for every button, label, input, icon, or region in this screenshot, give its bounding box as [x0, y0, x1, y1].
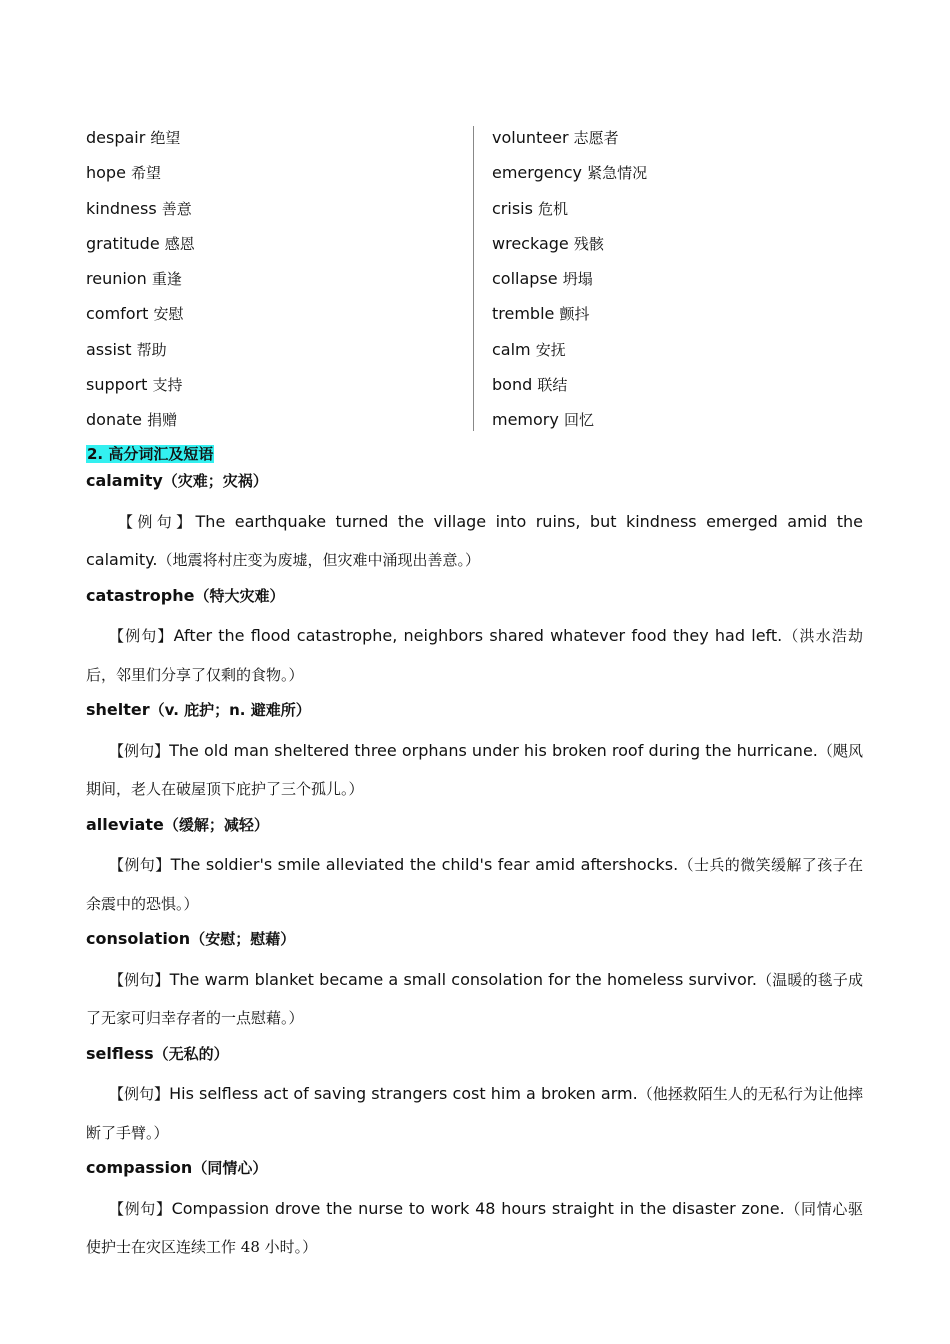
example-tag: 【例句】 [109, 856, 171, 874]
entry-word: compassion [86, 1158, 193, 1177]
entry-example [86, 617, 863, 694]
vocab-en: memory [492, 410, 559, 430]
vocab-en: reunion [86, 269, 147, 289]
vocab-item [86, 195, 466, 230]
example-english: Compassion drove the nurse to work 48 hours straight in the disaster zone. [171, 1198, 785, 1218]
example-english: His selfless act of saving strangers cost him a broken arm. [169, 1084, 638, 1103]
example-chinese: （洪水浩劫后，邻里们分享了仅剩的食物。） [86, 627, 863, 684]
example-english: The warm blanket became a small consolation for the homeless survivor. [169, 969, 757, 989]
vocab-item [86, 406, 466, 441]
vocab-zh: 善意 [161, 199, 192, 218]
entry-term [86, 467, 863, 503]
vocab-item [86, 230, 466, 265]
vocab-entry-catastrophe [86, 582, 863, 695]
vocabulary-table [86, 124, 863, 433]
example-tag: 【例句】 [109, 741, 170, 760]
example-tag: 【例句】 [118, 512, 196, 531]
entry-term [86, 1040, 863, 1076]
entry-word: catastrophe [86, 585, 195, 605]
entry-word: calamity [86, 471, 163, 490]
entry-example [86, 1190, 863, 1267]
vocab-zh: 志愿者 [573, 129, 619, 147]
vocab-zh: 安抚 [535, 340, 566, 359]
vocab-zh: 残骸 [573, 234, 604, 253]
section-heading-text: 2. 高分词汇及短语 [87, 445, 214, 463]
entry-term [86, 696, 863, 732]
vocab-en: crisis [492, 198, 533, 218]
vocab-entry-compassion [86, 1154, 863, 1267]
example-english: After the flood catastrophe, neighbors shared whatever food they had left. [173, 626, 783, 645]
entry-word: alleviate [86, 814, 164, 834]
entry-word: consolation [86, 929, 191, 948]
vocab-en: bond [492, 375, 533, 395]
vocab-en: wreckage [492, 233, 569, 253]
vocab-zh: 支持 [152, 376, 183, 395]
example-english: The old man sheltered three orphans under his broken roof during the hurricane. [169, 740, 818, 760]
example-tag: 【例句】 [109, 1199, 172, 1218]
entry-term [86, 811, 863, 847]
vocab-zh: 希望 [131, 164, 162, 183]
entry-meaning: （特大灾难） [194, 586, 285, 605]
vocab-item [492, 336, 863, 371]
vocab-item [492, 371, 863, 406]
entry-meaning: （灾难；灾祸） [162, 472, 268, 490]
vocab-zh: 感恩 [164, 234, 195, 253]
vocab-item [492, 406, 863, 441]
entry-meaning: （缓解；减轻） [163, 815, 269, 834]
vocab-en: volunteer [492, 128, 569, 147]
entry-word: shelter [86, 700, 150, 719]
vocab-zh: 紧急情况 [587, 164, 648, 183]
entry-term [86, 582, 863, 618]
vocab-entry-selfless [86, 1040, 863, 1153]
vocab-item [86, 300, 466, 335]
entry-example [86, 732, 863, 809]
vocab-item [492, 265, 863, 300]
vocab-en: hope [86, 163, 126, 183]
vocab-item [86, 124, 466, 159]
vocab-item [86, 371, 466, 406]
column-divider [473, 126, 474, 431]
vocab-en: donate [86, 410, 143, 430]
vocab-zh: 捐赠 [147, 411, 178, 430]
entry-meaning: （v. 庇护；n. 避难所） [149, 701, 311, 719]
vocab-zh: 绝望 [150, 129, 181, 147]
entry-example [86, 961, 863, 1038]
example-chinese: （他拯救陌生人的无私行为让他摔断了手臂。） [86, 1085, 863, 1142]
vocab-zh: 帮助 [136, 340, 167, 359]
entry-example [86, 846, 863, 923]
entry-term [86, 1154, 863, 1190]
example-chinese: （飓风期间，老人在破屋顶下庇护了三个孤儿。） [86, 741, 863, 798]
vocab-item [492, 195, 863, 230]
entry-meaning: （同情心） [192, 1159, 268, 1177]
example-chinese: （地震将村庄变为废墟，但灾难中涌现出善意。） [157, 551, 480, 569]
vocab-entry-consolation [86, 925, 863, 1038]
vocab-zh: 危机 [538, 199, 569, 218]
vocab-entry-alleviate [86, 811, 863, 924]
example-chinese: （士兵的微笑缓解了孩子在余震中的恐惧。） [86, 856, 863, 913]
vocab-zh: 重逢 [151, 270, 182, 289]
section-heading [86, 441, 863, 467]
vocab-item [86, 159, 466, 194]
vocab-en: collapse [492, 269, 558, 289]
vocab-en: tremble [492, 304, 555, 324]
entry-meaning: （无私的） [153, 1044, 229, 1063]
entry-example [86, 503, 863, 580]
vocab-item [86, 336, 466, 371]
vocab-en: calm [492, 339, 531, 359]
vocab-item [492, 300, 863, 335]
example-tag: 【例句】 [109, 970, 170, 989]
entry-example [86, 1075, 863, 1152]
example-english: The soldier's smile alleviated the child's fear amid aftershocks. [170, 855, 679, 874]
vocab-zh: 安慰 [153, 305, 184, 324]
vocab-en: emergency [492, 163, 582, 183]
vocab-item [492, 124, 863, 159]
example-english: The earthquake turned the village into ruins, but kindness emerged amid the calamity. [86, 511, 863, 569]
vocab-en: support [86, 375, 148, 395]
entry-meaning: （安慰；慰藉） [190, 930, 296, 948]
vocab-en: despair [86, 128, 146, 147]
vocab-en: comfort [86, 304, 149, 324]
example-tag: 【例句】 [109, 627, 174, 645]
vocab-column-right [492, 124, 863, 442]
vocab-column-left [86, 124, 466, 442]
vocab-zh: 回忆 [563, 411, 594, 430]
vocab-item [492, 159, 863, 194]
vocab-entry-shelter [86, 696, 863, 809]
vocab-item [86, 265, 466, 300]
vocab-zh: 坍塌 [562, 270, 593, 289]
vocab-zh: 联结 [537, 376, 568, 395]
vocab-en: kindness [86, 198, 157, 218]
document-page [86, 124, 863, 1269]
example-tag: 【例句】 [109, 1085, 170, 1103]
vocab-item [492, 230, 863, 265]
vocab-en: gratitude [86, 233, 160, 253]
vocab-en: assist [86, 339, 132, 359]
example-chinese: （温暖的毯子成了无家可归幸存者的一点慰藉。） [86, 970, 863, 1027]
entry-term [86, 925, 863, 961]
entry-word: selfless [86, 1043, 154, 1063]
example-chinese: （同情心驱使护士在灾区连续工作 48 小时。） [86, 1199, 863, 1256]
vocab-entry-calamity [86, 467, 863, 580]
vocab-zh: 颤抖 [559, 305, 590, 324]
